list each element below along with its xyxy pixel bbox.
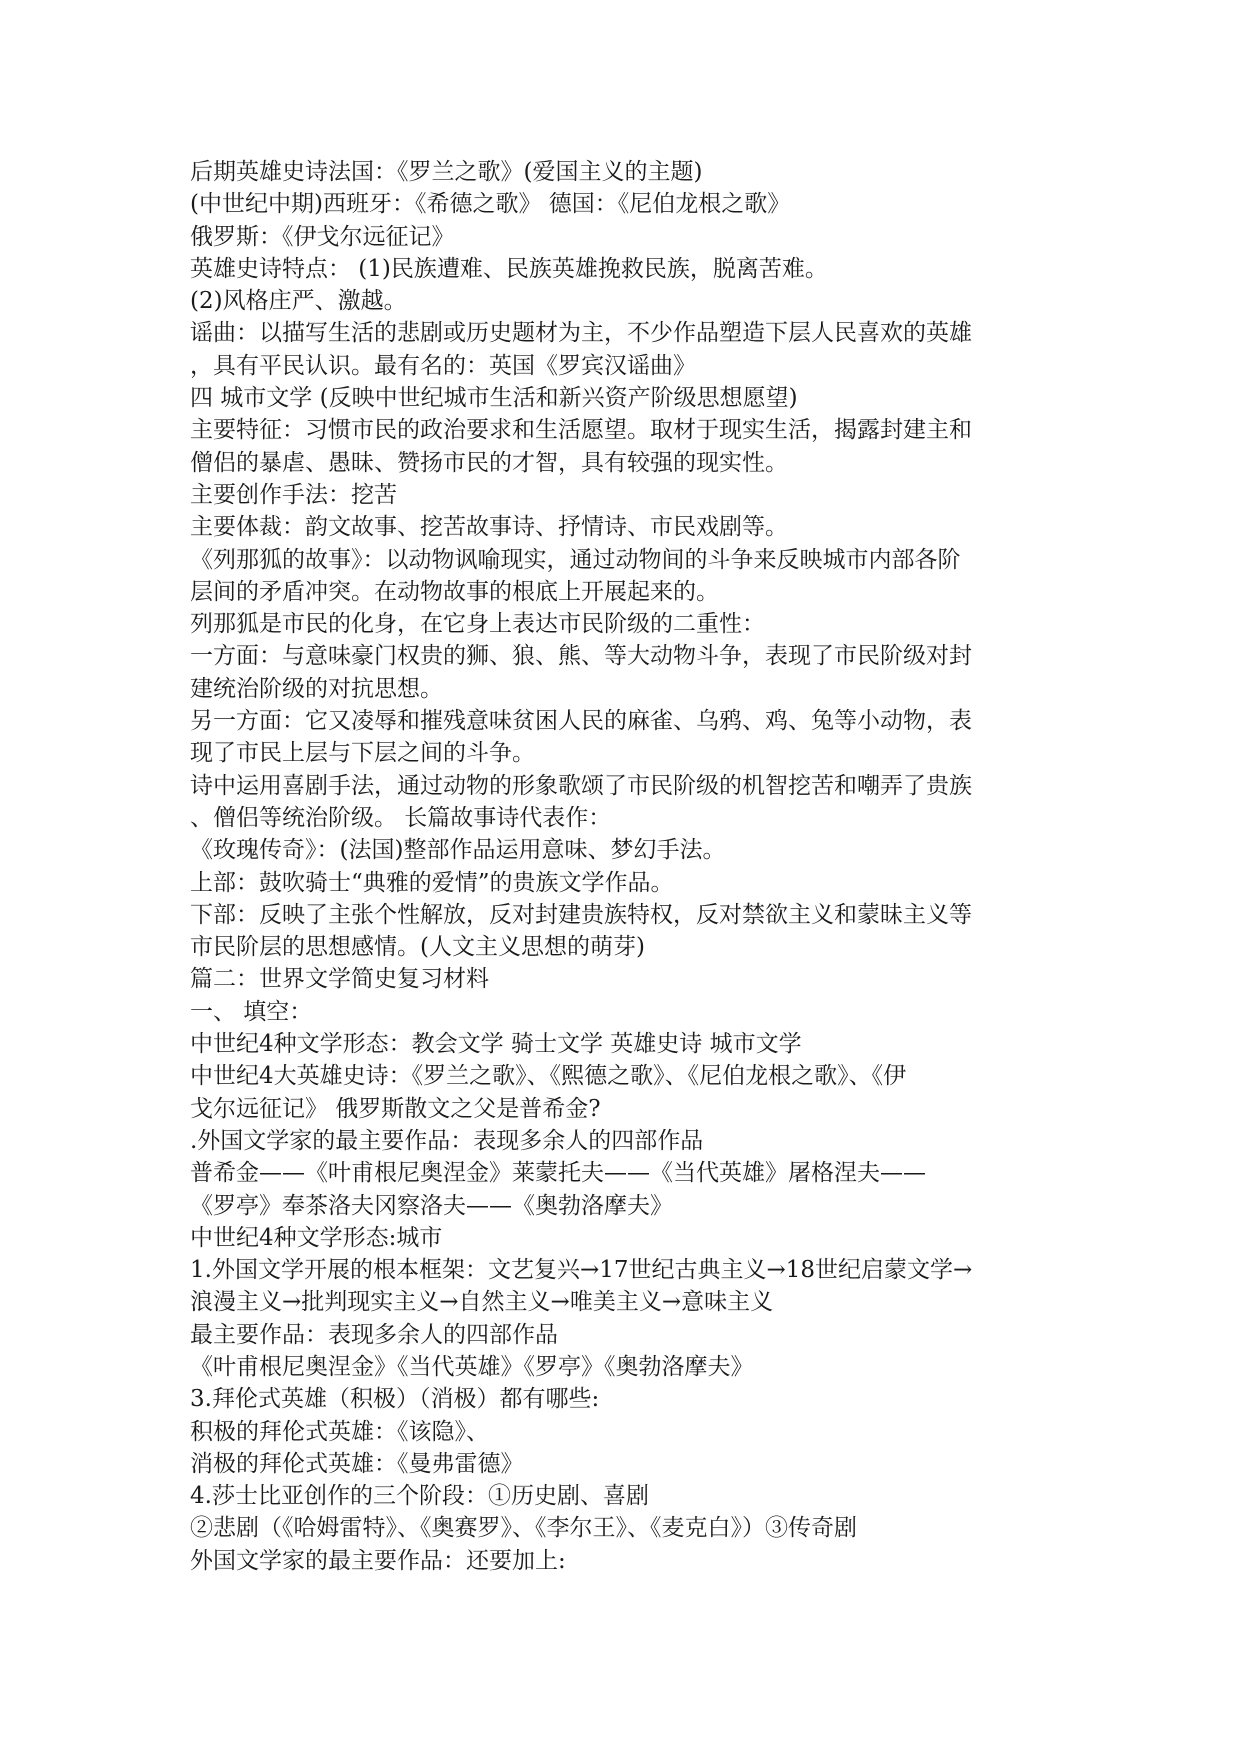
text-line: 最主要作品：表现多余人的四部作品: [190, 1321, 558, 1348]
text-line: 另一方面：它又凌辱和摧残意味贫困人民的麻雀、乌鸦、鸡、兔等小动物，表: [190, 708, 972, 735]
text-line: 下部：反映了主张个性解放，反对封建贵族特权，反对禁欲主义和蒙昧主义等: [190, 901, 972, 928]
text-line: 一方面：与意味豪门权贵的狮、狼、熊、等大动物斗争，表现了市民阶级对封: [190, 643, 972, 670]
text-line: 诗中运用喜剧手法，通过动物的形象歌颂了市民阶级的机智挖苦和嘲弄了贵族: [190, 772, 972, 799]
section-heading: 篇二：世界文学简史复习材料: [190, 966, 489, 993]
text-line: 谣曲：以描写生活的悲剧或历史题材为主，不少作品塑造下层人民喜欢的英雄: [190, 320, 972, 347]
text-line: 《叶甫根尼奥涅金》《当代英雄》《罗亭》《奥勃洛摩夫》: [190, 1353, 754, 1380]
document-body: [190, 156, 1070, 1577]
section-heading: 四 城市文学 (反映中世纪城市生活和新兴资产阶级思想愿望): [190, 385, 798, 412]
text-line: 普希金——《叶甫根尼奥涅金》莱蒙托夫——《当代英雄》屠格涅夫——: [190, 1160, 926, 1187]
text-line: 僧侣的暴虐、愚昧、赞扬市民的才智，具有较强的现实性。: [190, 449, 788, 476]
text-line: 层间的矛盾冲突。在动物故事的根底上开展起来的。: [190, 578, 719, 605]
text-line: (2)风格庄严、激越。: [190, 288, 407, 315]
section-heading: 一、 填空：: [190, 998, 313, 1025]
text-line: 浪漫主义→批判现实主义→自然主义→唯美主义→意味主义: [190, 1289, 774, 1316]
text-line: 外国文学家的最主要作品：还要加上:: [190, 1547, 566, 1574]
text-line: ，具有平民认识。最有名的：英国《罗宾汉谣曲》: [190, 352, 696, 379]
text-line: 中世纪4大英雄史诗：《罗兰之歌》、《熙德之歌》、《尼伯龙根之歌》、《伊: [190, 1063, 907, 1090]
text-line: 积极的拜伦式英雄：《该隐》、: [190, 1418, 489, 1445]
text-line: 4.莎士比亚创作的三个阶段：①历史剧、喜剧: [190, 1483, 649, 1510]
text-line: 《罗亭》奉茶洛夫冈察洛夫——《奥勃洛摩夫》: [190, 1192, 673, 1219]
text-line: 主要特征：习惯市民的政治要求和生活愿望。取材于现实生活，揭露封建主和: [190, 417, 972, 444]
text-line: 列那狐是市民的化身，在它身上表达市民阶级的二重性：: [190, 611, 765, 638]
text-line: 俄罗斯：《伊戈尔远征记》: [190, 223, 455, 250]
text-line: .外国文学家的最主要作品：表现多余人的四部作品: [190, 1127, 704, 1154]
text-line: 英雄史诗特点： (1)民族遭难、民族英雄挽救民族，脱离苦难。: [190, 255, 828, 282]
text-line: 戈尔远征记》 俄罗斯散文之父是普希金?: [190, 1095, 601, 1122]
text-line: 中世纪4种文学形态:城市: [190, 1224, 443, 1251]
text-line: 现了市民上层与下层之间的斗争。: [190, 740, 535, 767]
text-line: 《列那狐的故事》：以动物讽喻现实，通过动物间的斗争来反映城市内部各阶: [190, 546, 961, 573]
text-line: 1.外国文学开展的根本框架：文艺复兴→17世纪古典主义→18世纪启蒙文学→: [190, 1257, 973, 1284]
text-line: 中世纪4种文学形态：教会文学 骑士文学 英雄史诗 城市文学: [190, 1031, 802, 1058]
text-line: 建统治阶级的对抗思想。: [190, 675, 443, 702]
text-line: 《玫瑰传奇》：(法国)整部作品运用意味、梦幻手法。: [190, 837, 726, 864]
text-line: 、僧侣等统治阶级。 长篇故事诗代表作：: [190, 804, 612, 831]
text-line: 主要创作手法：挖苦: [190, 481, 397, 508]
text-line: 上部：鼓吹骑士“典雅的爱情”的贵族文学作品。: [190, 869, 674, 896]
text-line: ②悲剧（《哈姆雷特》、《奥赛罗》、《李尔王》、《麦克白》）③传奇剧: [190, 1515, 857, 1542]
text-line: 消极的拜伦式英雄：《曼弗雷德》: [190, 1450, 524, 1477]
text-line: (中世纪中期)西班牙：《希德之歌》 德国：《尼伯龙根之歌》: [190, 191, 791, 218]
text-line: 后期英雄史诗法国：《罗兰之歌》(爱国主义的主题): [190, 159, 703, 185]
text-line: 市民阶层的思想感情。(人文主义思想的萌芽): [190, 934, 645, 961]
text-line: 3.拜伦式英雄（积极）（消极）都有哪些:: [190, 1386, 600, 1413]
text-line: 主要体裁：韵文故事、挖苦故事诗、抒情诗、市民戏剧等。: [190, 514, 788, 541]
